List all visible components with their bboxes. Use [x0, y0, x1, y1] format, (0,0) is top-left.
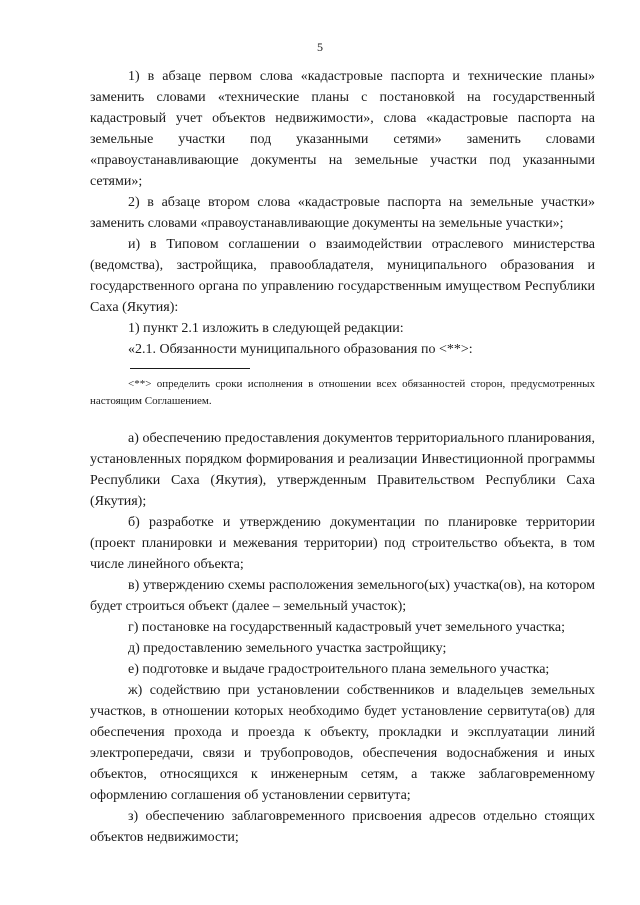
footnote: <**> определить сроки исполнения в отношении всех обязанностей сторон, предусмотренных настоящим Соглашением.: [90, 378, 595, 407]
item-b: б) разработке и утверждению документации по планировке территории (проект планировки и межевания территории) под строительство объекта, в том числе линейного объекта;: [90, 515, 595, 572]
paragraph-5: «2.1. Обязанности муниципального образования по <**>:: [128, 342, 473, 357]
item-g: г) постановке на государственный кадастровый учет земельного участка;: [128, 620, 566, 635]
paragraph-2: 2) в абзаце втором слова «кадастровые паспорта на земельные участки» заменить словами «правоустанавливающие документы на земельные участки»;: [90, 195, 595, 231]
item-d: д) предоставлению земельного участка застройщику;: [128, 641, 447, 656]
item-v: в) утверждению схемы расположения земельного(ых) участка(ов), на котором будет строиться объект (далее – земельный участок);: [90, 578, 595, 614]
item-a: а) обеспечению предоставления документов территориального планирования, установленных порядком формирования и реализации Инвестиционной программы Республики Саха (Якутия), утвержденным Правительством Республики Саха (Якутия);: [90, 431, 595, 509]
page-number: 5: [317, 40, 323, 54]
paragraph-4: 1) пункт 2.1 изложить в следующей редакции:: [128, 321, 404, 336]
item-e: е) подготовке и выдаче градостроительного плана земельного участка;: [128, 662, 550, 677]
footnote-separator: [130, 368, 250, 369]
bottom-text-block: [90, 428, 595, 848]
item-zh: ж) содействию при установлении собственников и владельцев земельных участков, в отношении которых необходимо будет установление сервитута(ов) для обеспечения прохода и проезда к объекту, прокладки и эксплуатации линий электропередачи, связи и трубопроводов, обеспечения водоснабжения и иных объектов, относящихся к инженерным сетям, а также заблаговременному оформлению соглашения об установлении сервитута;: [90, 683, 595, 803]
paragraph-3: и) в Типовом соглашении о взаимодействии отраслевого министерства (ведомства), застройщика, правообладателя, муниципального образования и государственного органа по управлению государственным имуществом Республики Саха (Якутия):: [90, 237, 595, 315]
top-text-block: [90, 66, 595, 360]
item-z: з) обеспечению заблаговременного присвоения адресов отдельно стоящих объектов недвижимости;: [90, 809, 595, 845]
paragraph-1: 1) в абзаце первом слова «кадастровые паспорта и технические планы» заменить словами «технические планы с постановкой на государственный кадастровый учет объектов недвижимости», слова «кадастровые паспорта на земельные участки под указанными сетями» заменить словами «правоустанавливающие документы на земельные участки под указанными сетями»;: [90, 69, 595, 189]
